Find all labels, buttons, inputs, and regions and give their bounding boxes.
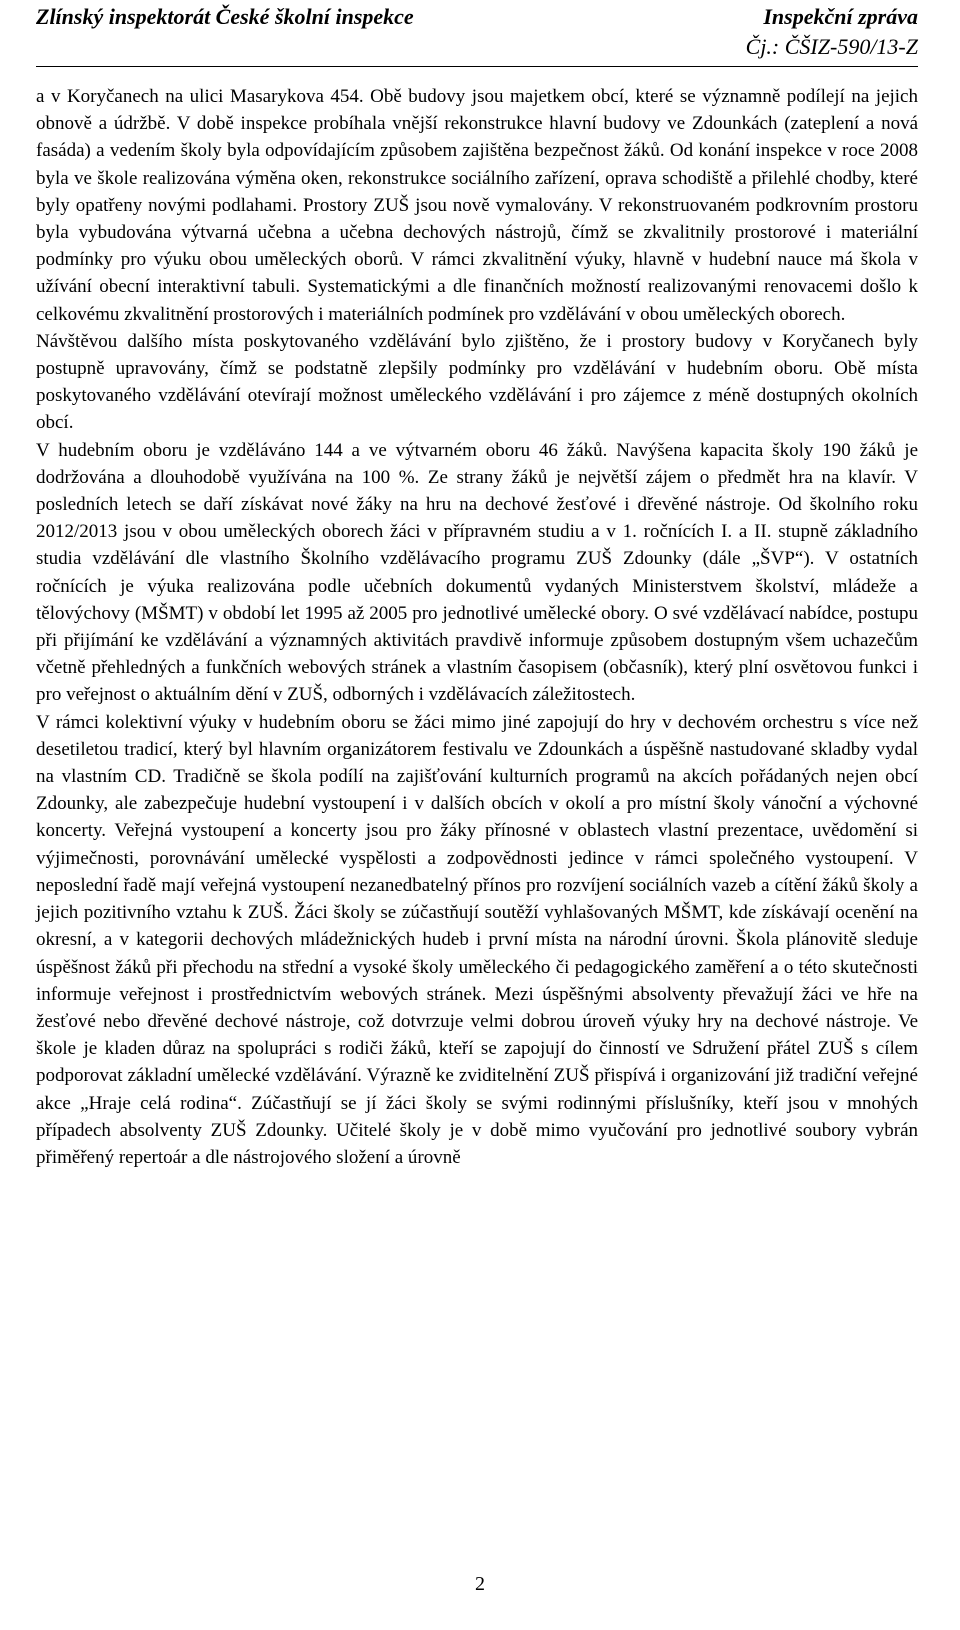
- page-header: [36, 0, 918, 67]
- page-number: 2: [475, 1573, 485, 1595]
- header-report-info: [746, 2, 918, 62]
- paragraph: Návštěvou dalšího místa poskytovaného vzdělávání bylo zjištěno, že i prostory budovy v Koryčanech byly postupně upravovány, čímž se podstatně zlepšily podmínky pro vzdělávání v hudebním oboru. Obě místa poskytovaného vzdělávání otevírají možnost uměleckého vzdělávání i pro zájemce z méně dostupných okolních obcí.: [36, 330, 918, 434]
- paragraph: V rámci kolektivní výuky v hudebním oboru se žáci mimo jiné zapojují do hry v dechovém orchestru s více než desetiletou tradicí, který byl hlavním organizátorem festivalu ve Zdounkách a úspěšně nastudované skladby vydal na vlastním CD. Tradičně se škola podílí na zajišťování kulturních programů na akcích pořádaných nejen obcí Zdounky, ale zabezpečuje hudební vystoupení i v dalších obcích v okolí a pro místní školy vánoční a výchovné koncerty. Veřejná vystoupení a koncerty jsou pro žáky přínosné v oblastech vlastní prezentace, uvědomění si výjimečnosti, porovnávání umělecké vyspělosti a zodpovědnosti jedince v rámci společného vystoupení. V neposlední řadě mají veřejná vystoupení nezanedbatelný přínos pro rozvíjení sociálních vazeb a cítění žáků školy a jejich pozitivního vztahu k ZUŠ. Žáci školy se zúčastňují soutěží vyhlašovaných MŠMT, kde získávají ocenění na okresní, a v kategorii dechových mládežnických hudeb i první místa na národní úrovni. Škola plánovitě sleduje úspěšnost žáků při přechodu na střední a vysoké školy uměleckého či pedagogického zaměření a o této skutečnosti informuje veřejnost i prostřednictvím webových stránek. Mezi úspěšnými absolventy převažují žáci ve hře na žesťové nebo dřevěné dechové nástroje, což dotvrzuje velmi dobrou úroveň výuky hry na dechové nástroje. Ve škole je kladen důraz na spolupráci s rodiči žáků, kteří se zapojují do činností ve Sdružení přátel ZUŠ s cílem podporovat základní umělecké vzdělávání. Výrazně ke zviditelnění ZUŠ přispívá i organizování již tradiční veřejné akce „Hraje celá rodina“. Zúčastňují se jí žáci školy se svými rodinnými příslušníky, kteří jsou v mnohých případech absolventy ZUŠ Zdounky. Učitelé školy je v době mimo vyučování pro jednotlivé soubory vybrán přiměřený repertoár a dle nástrojového složení a úrovně: [36, 711, 918, 1168]
- document-body: [36, 83, 918, 1171]
- header-reference-number: Čj.: ČŠIZ-590/13-Z: [745, 34, 918, 59]
- header-report-title: Inspekční zpráva: [763, 4, 918, 29]
- paragraph: V hudebním oboru je vzděláváno 144 a ve výtvarném oboru 46 žáků. Navýšena kapacita školy 190 žáků je dodržována a dlouhodobě využívána na 100 %. Ze strany žáků je největší zájem o předmět hra na klavír. V posledních letech se daří získávat nové žáky na hru na dechové žesťové i dřevěné nástroje. Od školního roku 2012/2013 jsou v obou uměleckých oborech žáci v přípravném studiu a v 1. ročnících I. a II. stupně základního studia vzdělávání dle vlastního Školního vzdělávacího programu ZUŠ Zdounky (dále „ŠVP“). V ostatních ročnících je výuka realizována podle učebních dokumentů vydaných Ministerstvem školství, mládeže a tělovýchovy (MŠMT) v období let 1995 až 2005 pro jednotlivé umělecké obory. O své vzdělávací nabídce, postupu při přijímání ke vzdělávání a významných aktivitách pravdivě informuje způsobem dostupným všem uchazečům včetně přehledných a funkčních webových stránek a vlastním časopisem (občasník), který plní osvětovou funkci i pro veřejnost o aktuálním dění v ZUŠ, odborných i vzdělávacích záležitostech.: [36, 439, 918, 706]
- header-institution: Zlínský inspektorát České školní inspekce: [36, 4, 414, 29]
- paragraph: a v Koryčanech na ulici Masarykova 454. Obě budovy jsou majetkem obcí, které se významně podílejí na jejich obnově a údržbě. V době inspekce probíhala vnější rekonstrukce hlavní budovy ve Zdounkách (zateplení a nová fasáda) a vedením školy byla odpovídajícím způsobem zajištěna bezpečnost žáků. Od konání inspekce v roce 2008 byla ve škole realizována výměna oken, rekonstrukce sociálního zařízení, oprava schodiště a přilehlé chodby, které byly opatřeny novými podlahami. Prostory ZUŠ jsou nově vymalovány. V rekonstruovaném podkrovním prostoru byla vybudována výtvarná učebna a učebna dechových nástrojů, čímž se zkvalitnily prostorové i materiální podmínky pro výuku obou uměleckých oborů. V rámci zkvalitnění výuky, hlavně v hudební nauce má škola v užívání obecní interaktivní tabuli. Systematickými a dle finančních možností realizovanými renovacemi došlo k celkovému zkvalitnění prostorových i materiálních podmínek pro vzdělávání v obou uměleckých oborech.: [36, 86, 918, 325]
